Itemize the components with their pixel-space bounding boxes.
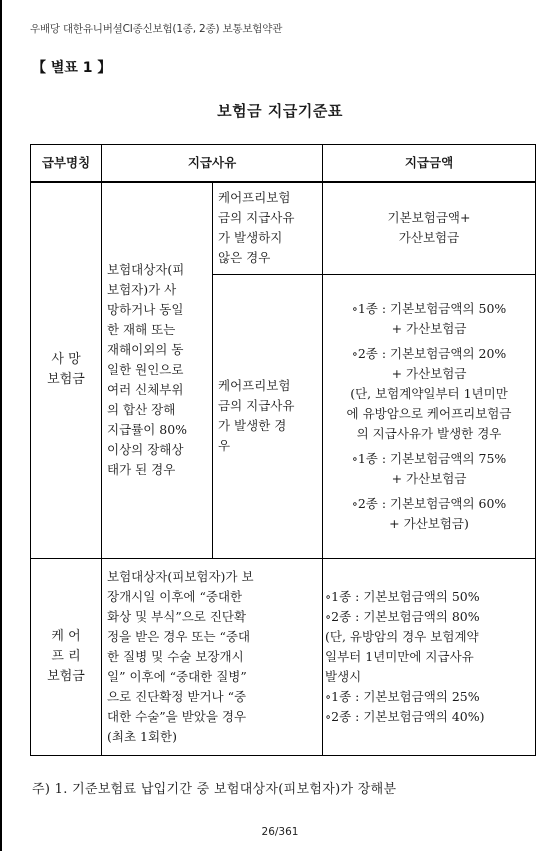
text-line: 재해이외의 동 xyxy=(107,342,184,358)
text-line: 이상의 장해상 xyxy=(107,442,184,458)
text-line: + 가산보험금 xyxy=(391,365,467,381)
text-line: ∘1종 : 기본보험금액의 75% xyxy=(351,450,507,466)
page-left-border xyxy=(0,0,2,851)
death-amount-not-occurred xyxy=(323,182,536,274)
table-header-row xyxy=(31,145,536,183)
text-line: 망하거나 동일 xyxy=(107,302,184,318)
text-line: 정을 받은 경우 또는 “중대 xyxy=(107,628,251,644)
col-header-payment-reason: 지급사유 xyxy=(102,145,323,183)
text-line: (최초 1회한) xyxy=(107,728,177,744)
death-benefit-reason xyxy=(102,182,213,558)
text-line: 금의 지급사유 xyxy=(218,210,295,226)
text-line: 여러 신체부위 xyxy=(107,382,184,398)
text-line: + 가산보험금 xyxy=(391,320,467,336)
text-line: ∘1종 : 기본보험금액의 50% xyxy=(325,588,480,604)
death-amount-breast-cancer-note xyxy=(325,384,533,444)
death-benefit-name xyxy=(31,182,102,558)
text-line: 대한 수술”을 받았을 경우 xyxy=(107,708,247,724)
text-line: 않은 경우 xyxy=(218,250,271,266)
text-line: 케어프리보험 xyxy=(218,378,291,393)
running-header: 우배당 대한유니버셜CI종신보험(1종, 2종) 보통보험약관 xyxy=(30,23,283,35)
text-line: 의 합산 장해 xyxy=(107,402,176,418)
text-line: ∘1종 : 기본보험금액의 50% xyxy=(351,300,507,316)
careprix-benefit-amount xyxy=(323,558,536,755)
table-row xyxy=(31,182,536,274)
text-line: ∘2종 : 기본보험금액의 80% xyxy=(325,608,480,624)
col-header-benefit-name: 급부명칭 xyxy=(31,145,102,183)
death-amount-occurred xyxy=(323,274,536,558)
text-line: 으로 진단확정 받거나 “중 xyxy=(107,688,247,704)
text-line: ∘2종 : 기본보험금액의 60% xyxy=(351,495,507,511)
text-line: 가 발생하지 xyxy=(218,230,283,246)
text-line: 장개시일 이후에 “중대한 xyxy=(107,588,243,604)
text-line: 태가 된 경우 xyxy=(107,462,176,478)
text-line: ∘1종 : 기본보험금액의 25% xyxy=(325,688,480,704)
careprix-benefit-name xyxy=(31,558,102,755)
text-line: 보험자)가 사 xyxy=(107,282,177,298)
death-sub-reason-not-occurred xyxy=(213,182,323,274)
text-line: 가산보험금 xyxy=(398,230,460,246)
text-line: 가 발생한 경 xyxy=(218,418,287,433)
text-line: 케 어 xyxy=(51,628,81,644)
text-line: + 가산보험금 xyxy=(391,470,467,486)
death-sub-reason-occurred xyxy=(213,274,323,558)
text-line: 우 xyxy=(218,438,231,453)
text-line: 한 재해 또는 xyxy=(107,322,176,338)
page-number: 26/361 xyxy=(261,826,299,838)
text-line: (단, 보험계약일부터 1년미만 xyxy=(350,385,508,401)
annex-label: 【 별표 1 】 xyxy=(32,60,112,76)
careprix-benefit-reason xyxy=(102,558,323,755)
text-line: 케어프리보험 xyxy=(218,190,291,206)
text-line: 일” 이후에 “중대한 질병” xyxy=(107,668,247,684)
text-line: ∘2종 : 기본보험금액의 20% xyxy=(351,345,507,361)
text-line: 일한 원인으로 xyxy=(107,362,184,378)
text-line: 의 지급사유가 발생한 경우 xyxy=(356,425,502,441)
text-line: 화상 및 부식”으로 진단확 xyxy=(107,608,247,624)
text-line: ∘2종 : 기본보험금액의 40%) xyxy=(325,708,485,724)
text-line: 프 리 xyxy=(51,648,81,664)
text-line: 기본보험금액+ xyxy=(387,210,471,226)
death-amount-type1-exception xyxy=(325,449,533,489)
text-line: + 가산보험금) xyxy=(389,515,469,531)
page-title: 보험금 지급기준표 xyxy=(217,102,343,120)
text-line: 지급률이 80% xyxy=(107,422,188,438)
text-line: 한 질병 및 수술 보장개시 xyxy=(107,648,244,664)
payment-criteria-table xyxy=(30,144,536,756)
text-line: 금의 지급사유 xyxy=(218,398,295,413)
death-amount-type2 xyxy=(325,344,533,384)
text-line: 보험금 xyxy=(47,668,85,684)
text-line: 에 유방암으로 케어프리보험금 xyxy=(346,405,512,421)
col-header-payment-amount: 지급금액 xyxy=(323,145,536,183)
death-amount-type1 xyxy=(325,299,533,339)
text-line: 발생시 xyxy=(325,668,362,684)
table-row xyxy=(31,558,536,755)
text-line: 보험금 xyxy=(47,372,85,388)
text-line: 일부터 1년미만에 지급사유 xyxy=(325,648,474,664)
text-line: (단, 유방암의 경우 보험계약 xyxy=(325,628,479,644)
death-amount-type2-exception xyxy=(325,494,533,534)
footnote: 주) 1. 기준보험료 납입기간 중 보험대상자(피보험자)가 장해분 xyxy=(32,782,397,797)
text-line: 보험대상자(피보험자)가 보 xyxy=(107,568,254,584)
text-line: 사 망 xyxy=(51,352,81,368)
text-line: 보험대상자(피 xyxy=(107,262,185,278)
